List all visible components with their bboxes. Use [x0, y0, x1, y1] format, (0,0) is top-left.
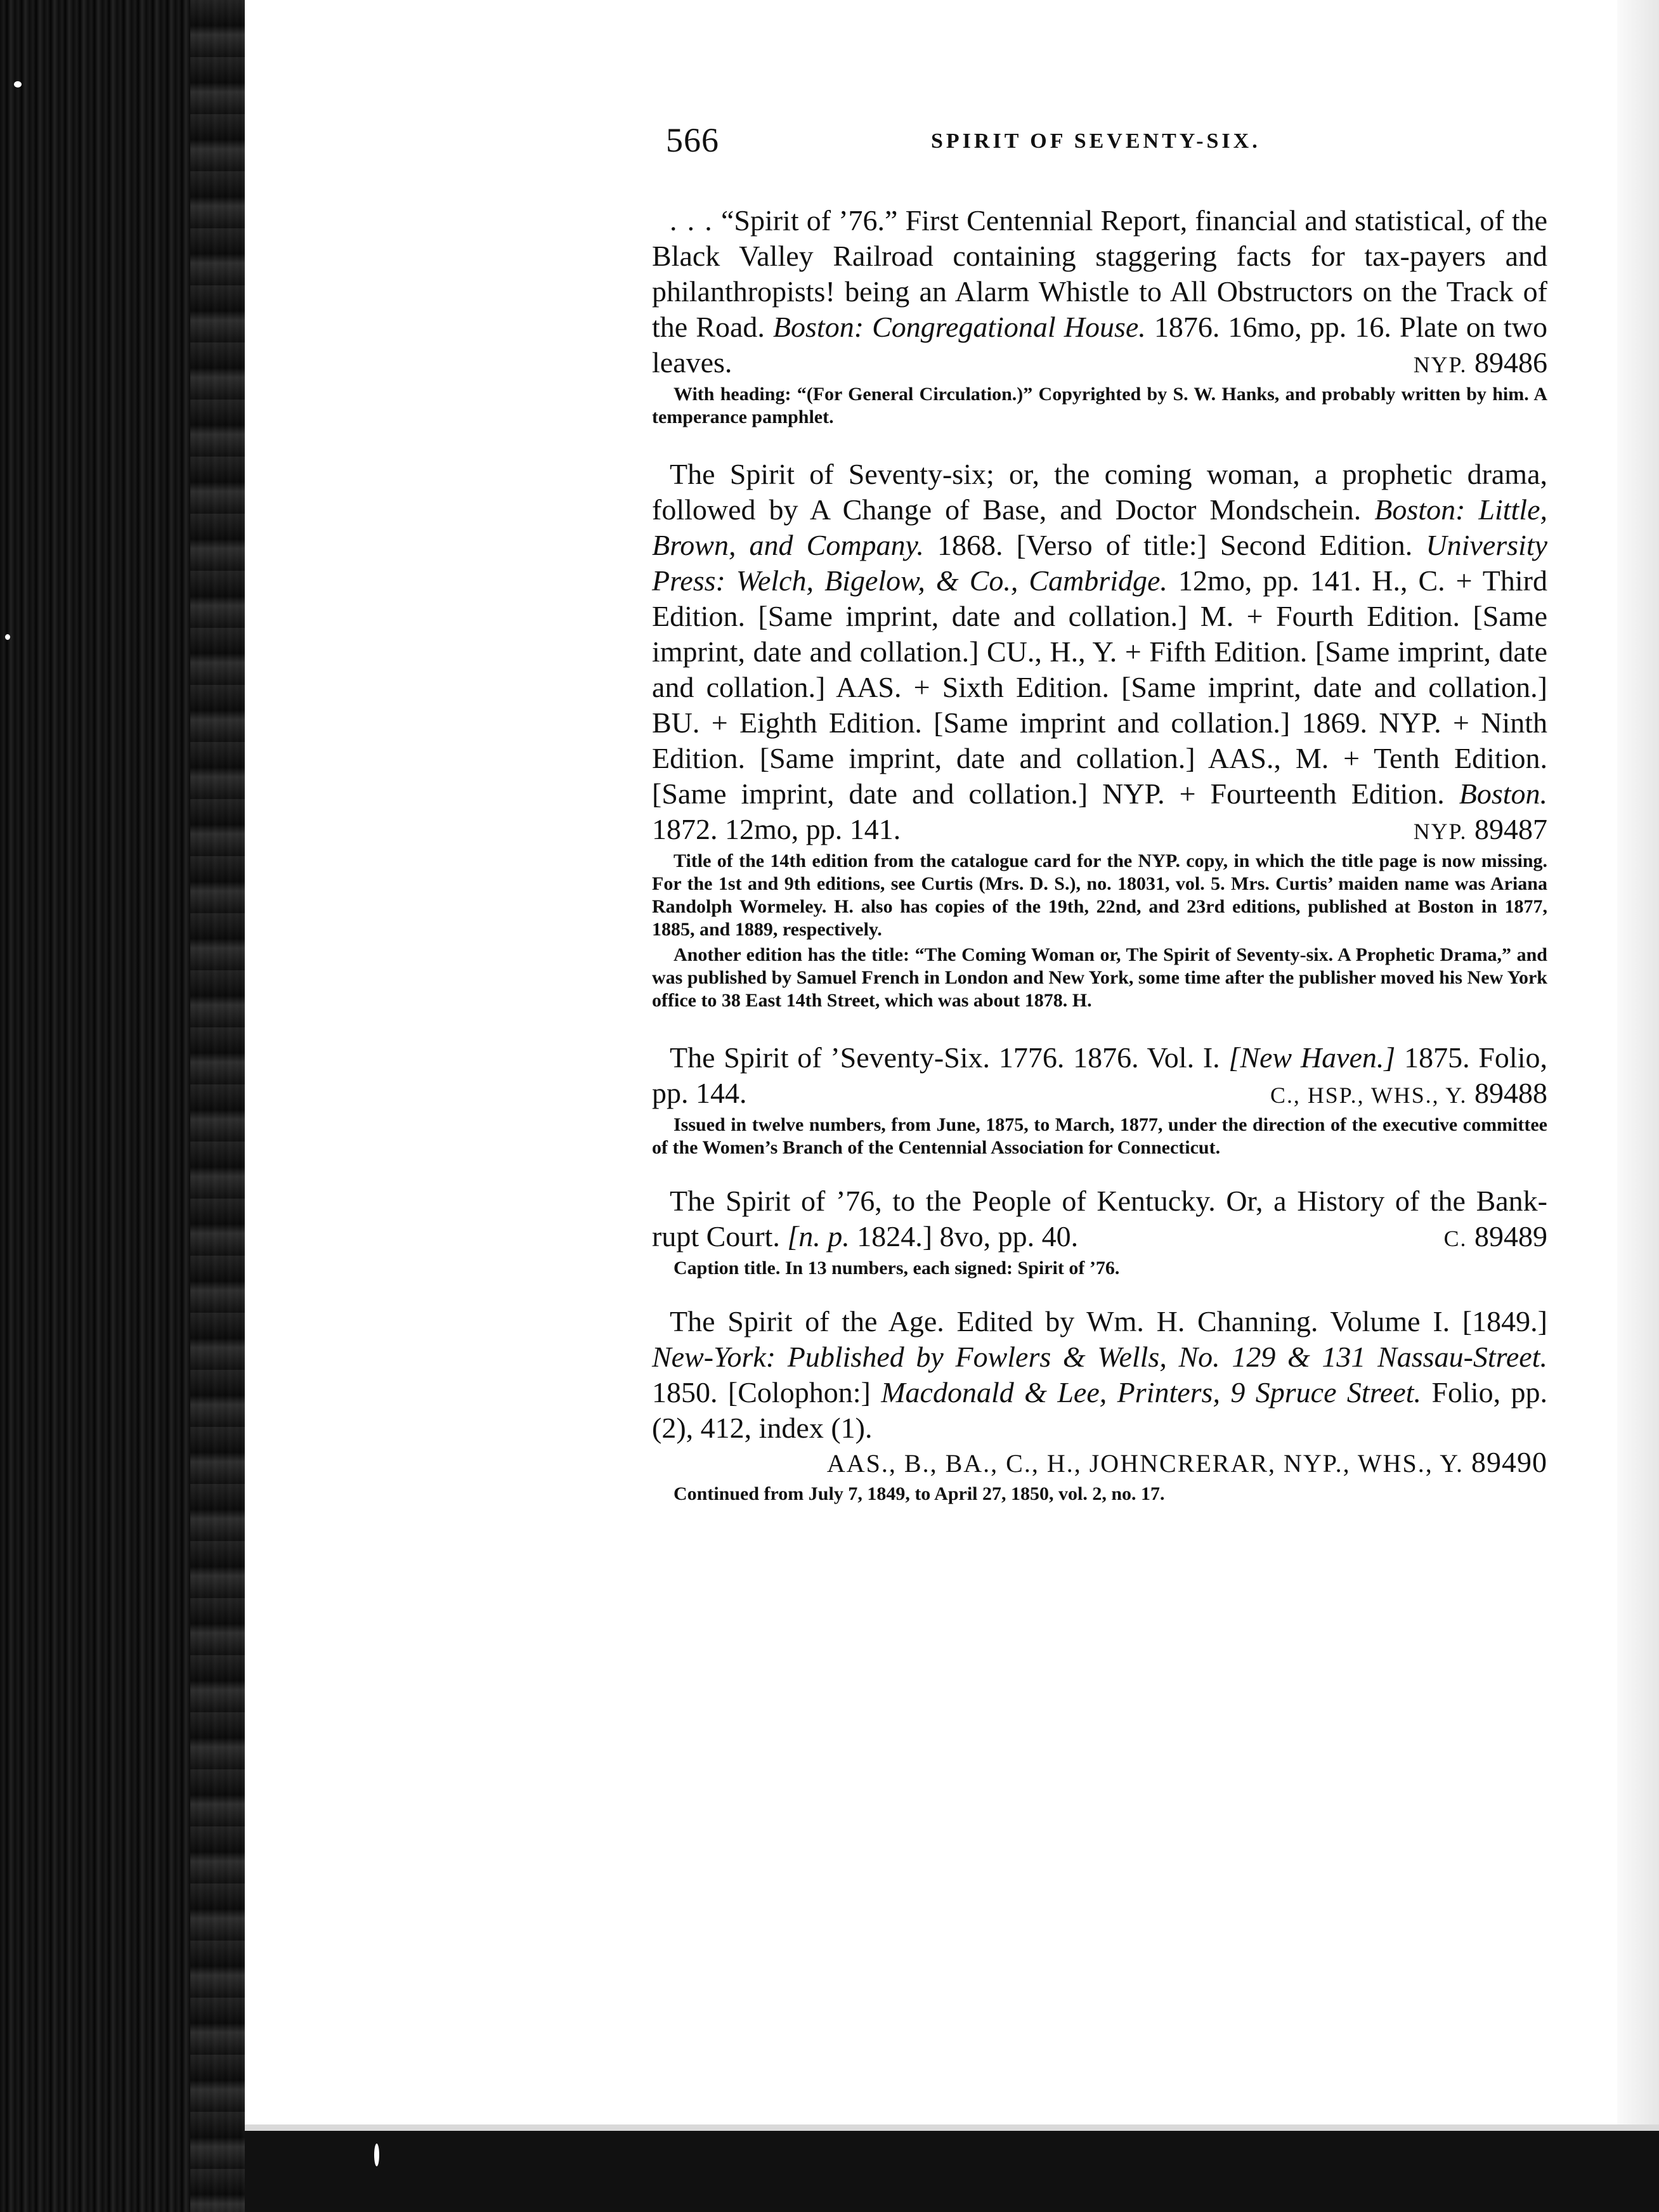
- entry-collation-3: 1872. 12mo, pp. 141.: [652, 813, 901, 845]
- page-edge: [1617, 0, 1659, 2212]
- spine-texture: [190, 0, 250, 2212]
- entry-locations: C., HSP., WHS., Y.: [1270, 1083, 1467, 1108]
- entry-body: [652, 1304, 1547, 1446]
- entry-locations: C.: [1443, 1226, 1467, 1251]
- page-bottom-edge: [245, 2124, 1659, 2131]
- entry-number: 89488: [1474, 1077, 1547, 1109]
- entry-locations: AAS., B., BA., C., H., JOHNCRERAR, NYP., WHS., Y.: [826, 1449, 1464, 1478]
- scan-speck: [5, 634, 10, 640]
- entry-89489: [652, 1183, 1547, 1254]
- entry-locations: NYP.: [1413, 352, 1467, 377]
- scan-speck: [14, 81, 22, 88]
- entry-title: “Spirit of ’76.” First Centennial Report, financial and statistical, of the Black Valley Railroad containing staggering facts for tax-payers and philanthropists! being an Alarm Whistle to All Obstructors on the Track of the Road.: [652, 204, 1548, 343]
- entry-note: Title of the 14th edition from the catalogue card for the NYP. copy, in which the title page is now missing. For the 1st and 9th editions, see Curtis (Mrs. D. S.), no. 18031, vol. 5. Mrs. Curtis’ maiden name was Ariana Randolph Wormeley. H. also has copies of the 19th, 22nd, and 23rd editions, published at Boston in 1877, 1885, and 1889, respectively.: [652, 850, 1547, 940]
- entry-imprint-2: University Press: Welch, Bigelow, & Co., Cambridge.: [652, 529, 1548, 597]
- page-number: 566: [666, 121, 719, 159]
- entry-location-number: [652, 1446, 1547, 1480]
- running-title: SPIRIT OF SEVENTY-SIX.: [931, 129, 1261, 153]
- entry-imprint: New-York: Published by Fowlers & Wells, No. 129 & 131 Nassau-Street.: [652, 1341, 1547, 1373]
- entry-body: [652, 1040, 1547, 1111]
- entry-number: 89487: [1474, 813, 1547, 845]
- entry-imprint: [New Haven.]: [1228, 1041, 1396, 1074]
- entry-imprint: [n. p.: [787, 1220, 850, 1252]
- entry-imprint: Boston: Congregational House.: [772, 311, 1146, 343]
- entry-location-number: [1396, 812, 1547, 849]
- entry-collation-2: 12mo, pp. 141. H., C. + Third Edition. [Same imprint, date and collation.] M. + Fourth Edition. [Same imprint, date and collation.] CU., H., Y. + Fifth Edition. [Same imprint, date and collation.] AAS. + Sixth Edition. [Same imprint, date and collation.] BU. + Eighth Edition. [Same imprint and collation.] 1869. NYP. + Ninth Edition. [Same imprint, date and collation.] AAS., M. + Tenth Edition. [Same imprint, date and collation.] NYP. + Fourteenth Edition.: [652, 564, 1547, 810]
- entry-imprint-3: Boston.: [1459, 777, 1547, 810]
- entry-collation: 1824.] 8vo, pp. 40.: [857, 1220, 1079, 1252]
- entry-89490: [652, 1304, 1547, 1446]
- entry-89486: [652, 203, 1547, 381]
- entry-collation: 1876. 16mo, pp. 16. Plate on two leaves.: [652, 311, 1547, 379]
- entry-note: Another edition has the title: “The Coming Woman or, The Spirit of Seventy-six. A Prophetic Drama,” and was published by Samuel French in London and New York, some time after the publisher moved his New York office to 38 East 14th Street, which was about 1878. H.: [652, 944, 1547, 1011]
- bibliography-entries: [652, 203, 1547, 1506]
- entry-collation: 1875. Folio, pp. 144.: [652, 1041, 1547, 1109]
- entry-89488: [652, 1040, 1547, 1111]
- entry-collation-2: Folio, pp. (2), 412, index (1).: [652, 1376, 1547, 1444]
- entry-imprint: Boston: Little, Brown, and Company.: [652, 493, 1547, 561]
- entry-collation: 1850. [Colophon:]: [652, 1376, 871, 1409]
- entry-lead: . . .: [670, 204, 713, 237]
- entry-title: The Spirit of ’Seventy-Six. 1776. 1876. Vol. I.: [670, 1041, 1220, 1074]
- scan-speck: [374, 2144, 379, 2166]
- entry-number: 89490: [1471, 1446, 1547, 1478]
- entry-locations: NYP.: [1413, 819, 1467, 844]
- entry-body: [652, 457, 1547, 847]
- entry-title: The Spirit of the Age. Edited by Wm. H. Channing. Volume I. [1849.]: [670, 1305, 1547, 1337]
- entry-note: Caption title. In 13 numbers, each signed: Spirit of ’76.: [673, 1258, 1120, 1278]
- entry-number: 89486: [1474, 346, 1547, 379]
- running-head: [666, 120, 1300, 171]
- entry-number: 89489: [1474, 1220, 1547, 1252]
- entry-89487: [652, 457, 1547, 847]
- entry-imprint-2: Macdonald & Lee, Printers, 9 Spruce Street.: [881, 1376, 1422, 1409]
- entry-note: With heading: “(For General Circulation.)” Copyrighted by S. W. Hanks, and probably written by him. A temperance pamphlet.: [652, 384, 1547, 427]
- entry-body: [652, 1183, 1547, 1254]
- entry-title: The Spirit of Seventy-six; or, the coming woman, a prophetic drama, followed by A Change of Base, and Doctor Mondschein.: [652, 458, 1547, 526]
- entry-location-number: [1396, 345, 1547, 382]
- entry-location-number: [1252, 1076, 1547, 1113]
- entry-location-number: [1426, 1219, 1547, 1256]
- entry-title: The Spirit of ’76, to the People of Kentucky. Or, a History of the Bank-rupt Court.: [652, 1185, 1547, 1252]
- entry-note: Issued in twelve numbers, from June, 1875, to March, 1877, under the direction of the executive committee of the Women’s Branch of the Centennial Association for Connecticut.: [652, 1114, 1547, 1158]
- scan-bottom-margin: [245, 2131, 1659, 2212]
- entry-collation: 1868. [Verso of title:] Second Edition.: [937, 529, 1413, 561]
- entry-note: Continued from July 7, 1849, to April 27, 1850, vol. 2, no. 17.: [673, 1483, 1165, 1504]
- entry-body: [652, 203, 1547, 381]
